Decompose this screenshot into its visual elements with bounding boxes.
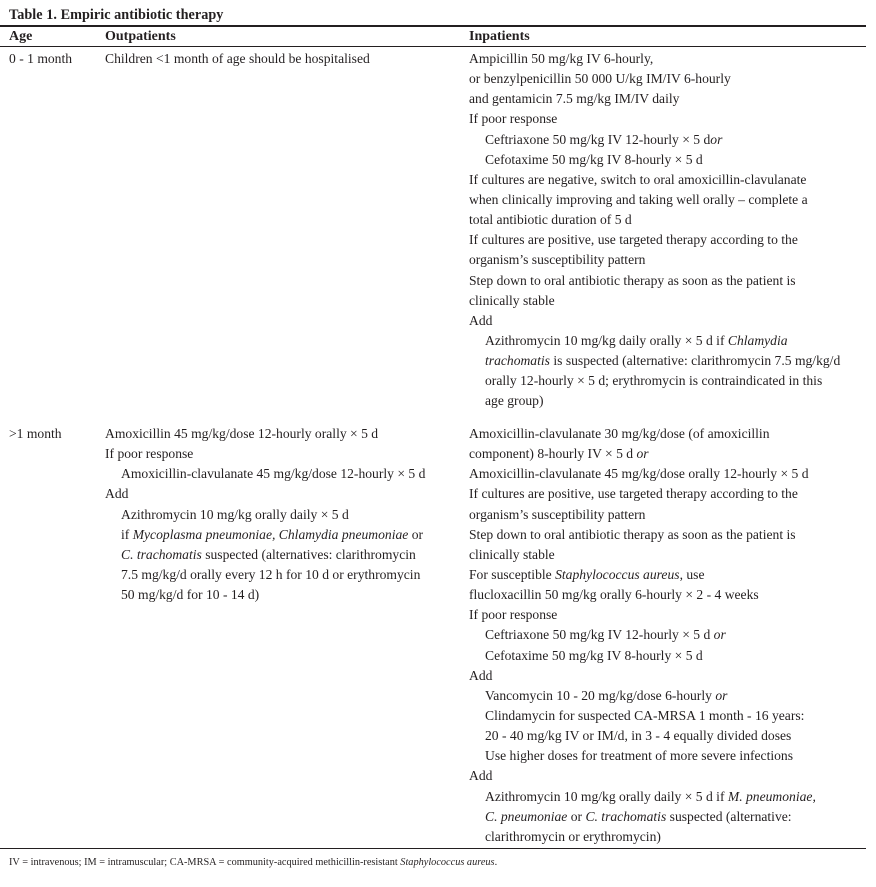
cell-line [105, 525, 425, 545]
line-text: Azithromycin 10 mg/kg orally daily × 5 d [121, 506, 349, 522]
row1-age-cell [9, 49, 72, 69]
header-rule [0, 46, 866, 47]
line-text: Use higher doses for treatment of more severe infections [485, 748, 794, 764]
line-text: Amoxicillin 45 mg/kg/dose 12-hourly orally × 5 d [105, 426, 379, 441]
line-text: Step down to oral antibiotic therapy as soon as the patient is [469, 272, 796, 288]
line-text: Step down to oral antibiotic therapy as soon as the patient is [469, 526, 796, 542]
line-text: or [408, 526, 424, 542]
line-text: 7.5 mg/kg/d orally every 12 h for 10 d or erythromycin [121, 566, 421, 582]
line-text: when clinically improving and taking well orally – complete a [469, 191, 808, 207]
table-title: Table 1. Empiric antibiotic therapy [9, 7, 224, 23]
line-italic: or [636, 446, 649, 462]
cell-line [469, 190, 840, 210]
cell-line [469, 109, 840, 129]
cell-line [469, 89, 840, 109]
line-text: or benzylpenicillin 50 000 U/kg IM/IV 6-hourly [469, 71, 731, 87]
cell-line [469, 371, 840, 391]
line-text: clinically stable [469, 546, 555, 562]
top-rule [0, 25, 866, 27]
line-text: If poor response [469, 607, 558, 623]
cell-line [469, 331, 840, 351]
line-text: Add [469, 768, 493, 784]
line-text: if [121, 526, 133, 542]
cell-line [469, 585, 816, 605]
cell-line [469, 545, 816, 565]
line-text: Add [105, 486, 129, 502]
line-text: Amoxicillin-clavulanate 45 mg/kg/dose orally 12-hourly × 5 d [469, 466, 809, 482]
line-text: Azithromycin 10 mg/kg orally daily × 5 d if [485, 788, 728, 804]
cell-line [469, 706, 816, 726]
table-footnote [9, 857, 497, 868]
header-age: Age [9, 29, 33, 44]
line-text: age group) [485, 393, 544, 409]
line-text: clinically stable [469, 292, 555, 308]
line-italic: or [713, 627, 726, 643]
line-text: orally 12-hourly × 5 d; erythromycin is contraindicated in this [485, 373, 823, 389]
cell-line [469, 666, 816, 686]
cell-line [469, 271, 840, 291]
cell-line [469, 726, 816, 746]
line-text: and gentamicin 7.5 mg/kg IM/IV daily [469, 91, 680, 107]
cell-line [469, 391, 840, 411]
line-text: suspected (alternatives: clarithromycin [201, 546, 416, 562]
cell-line [469, 150, 840, 170]
bottom-rule [0, 848, 866, 849]
cell-line [469, 69, 840, 89]
cell-line [105, 49, 370, 69]
line-text: Cefotaxime 50 mg/kg IV 8-hourly × 5 d [485, 151, 703, 167]
cell-line [469, 351, 840, 371]
cell-line [469, 787, 816, 807]
line-text: is suspected (alternative: clarithromycin 7.5 mg/kg/d [549, 353, 841, 369]
row1-outpatients-cell [105, 49, 370, 69]
cell-line [469, 291, 840, 311]
line-italic: Staphylococcus aureus [555, 566, 680, 582]
cell-line [469, 444, 816, 464]
line-italic: C. pneumoniae [485, 808, 568, 824]
header-outpatients: Outpatients [105, 29, 176, 44]
cell-line [469, 807, 816, 827]
line-text: or [567, 808, 586, 824]
line-text: 50 mg/kg/d for 10 - 14 d) [121, 587, 260, 603]
cell-line [469, 827, 816, 847]
line-text: Amoxicillin-clavulanate 30 mg/kg/dose (of amoxicillin [469, 426, 770, 441]
line-italic: C. trachomatis [121, 546, 202, 562]
row2-outpatients-cell [105, 424, 425, 605]
cell-line [469, 746, 816, 766]
line-italic: trachomatis [485, 353, 550, 369]
cell-line [469, 250, 840, 270]
line-text: component) 8-hourly IV × 5 d [469, 446, 637, 462]
line-text: If poor response [469, 111, 558, 127]
line-text: For susceptible [469, 566, 556, 582]
cell-line [469, 424, 816, 444]
age-label: >1 month [9, 426, 62, 441]
footnote-italic: Staphylococcus aureus [400, 857, 495, 868]
line-text: organism’s susceptibility pattern [469, 252, 646, 268]
cell-line [469, 686, 816, 706]
line-text: Ceftriaxone 50 mg/kg IV 12-hourly × 5 d [485, 131, 711, 147]
line-italic: or [710, 131, 723, 147]
header-inpatients: Inpatients [469, 29, 530, 44]
footnote-tail: . [494, 857, 498, 868]
line-italic: Chlamydia [727, 332, 788, 348]
cell-line [469, 210, 840, 230]
line-text: suspected (alternative: [666, 808, 792, 824]
cell-line [469, 766, 816, 786]
cell-line [105, 585, 425, 605]
cell-line [469, 646, 816, 666]
line-text: Ceftriaxone 50 mg/kg IV 12-hourly × 5 d [485, 627, 714, 643]
cell-line [105, 545, 425, 565]
line-text: Add [469, 667, 493, 683]
cell-line [469, 49, 840, 69]
cell-line [105, 505, 425, 525]
cell-line [105, 484, 425, 504]
line-text: Amoxicillin-clavulanate 45 mg/kg/dose 12-hourly × 5 d [121, 466, 426, 482]
line-text: organism’s susceptibility pattern [469, 506, 646, 522]
line-text: Add [469, 312, 493, 328]
line-text: Azithromycin 10 mg/kg daily orally × 5 d if [485, 332, 728, 348]
cell-line [469, 505, 816, 525]
footnote-text: IV = intravenous; IM = intramuscular; CA-MRSA = community-acquired methicillin-resistant [9, 857, 401, 868]
cell-line [105, 424, 425, 444]
line-italic: Mycoplasma pneumoniae, Chlamydia pneumoniae [132, 526, 409, 542]
line-italic: or [715, 687, 728, 703]
line-text: If cultures are negative, switch to oral amoxicillin-clavulanate [469, 171, 807, 187]
cell-line [105, 565, 425, 585]
line-text: flucloxacillin 50 mg/kg orally 6-hourly × 2 - 4 weeks [469, 587, 759, 603]
cell-line [469, 230, 840, 250]
cell-line [469, 170, 840, 190]
line-text: If poor response [105, 446, 194, 462]
row2-inpatients-cell [469, 424, 816, 847]
cell-line [469, 625, 816, 645]
cell-line [469, 525, 816, 545]
cell-line [469, 605, 816, 625]
line-text: If cultures are positive, use targeted therapy according to the [469, 486, 798, 502]
row1-inpatients-cell [469, 49, 840, 412]
cell-line [469, 311, 840, 331]
line-text: Children <1 month of age should be hospitalised [105, 51, 370, 66]
line-italic: M. pneumoniae, [727, 788, 816, 804]
line-text: Ampicillin 50 mg/kg IV 6-hourly, [469, 51, 654, 66]
line-text: total antibiotic duration of 5 d [469, 212, 632, 228]
line-text: Clindamycin for suspected CA-MRSA 1 month - 16 years: [485, 707, 805, 723]
line-text: Vancomycin 10 - 20 mg/kg/dose 6-hourly [485, 687, 716, 703]
line-text: Cefotaxime 50 mg/kg IV 8-hourly × 5 d [485, 647, 703, 663]
line-italic: C. trachomatis [585, 808, 667, 824]
cell-line [469, 130, 840, 150]
cell-line [469, 464, 816, 484]
line-text: clarithromycin or erythromycin) [485, 828, 661, 844]
line-text: If cultures are positive, use targeted therapy according to the [469, 232, 798, 248]
cell-line [469, 565, 816, 585]
line-text: 20 - 40 mg/kg IV or IM/d, in 3 - 4 equally divided doses [485, 728, 792, 744]
row2-age-cell [9, 424, 62, 444]
cell-line [105, 444, 425, 464]
line-text: , use [679, 566, 705, 582]
age-label: 0 - 1 month [9, 51, 73, 66]
cell-line [105, 464, 425, 484]
cell-line [469, 484, 816, 504]
